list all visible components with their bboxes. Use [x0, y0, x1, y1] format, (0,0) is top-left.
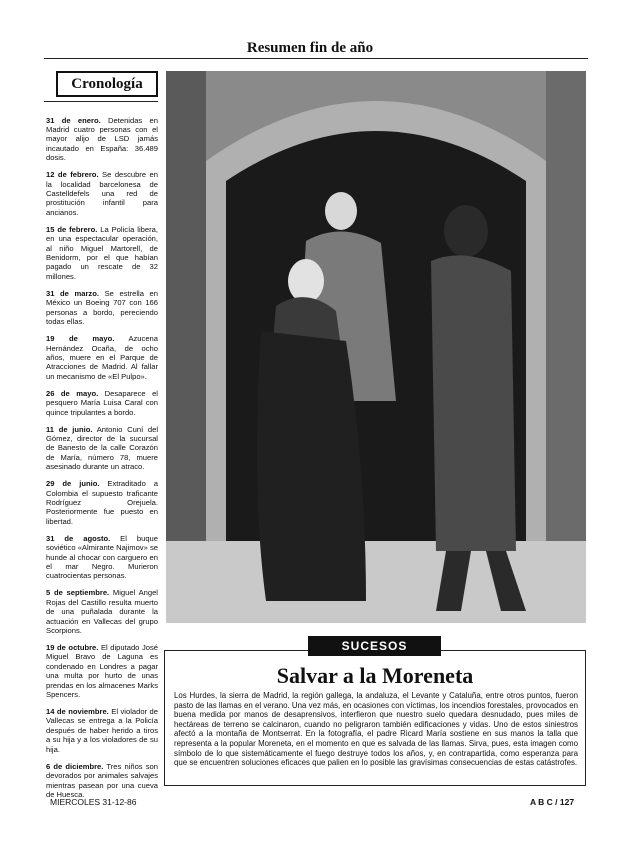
timeline-entry [46, 588, 158, 635]
section-label-sucesos: SUCESOS [308, 636, 441, 656]
cronologia-rule [44, 101, 158, 102]
timeline-entry [46, 643, 158, 699]
entry-date: 15 de febrero. [46, 224, 98, 234]
entry-text: Desaparece el pesquero María Luisa Caral con quince tripulantes a bordo. [46, 388, 158, 417]
entry-date: 12 de febrero. [46, 170, 99, 180]
timeline-column [46, 108, 158, 802]
entry-text: El violador de Vallecas se entrega a la Policía después de haber herido a tiros a su hija y a los violadores de su hija. [46, 707, 158, 754]
entry-text: Se descubre en la localidad barcelonesa de Castelldefels una red de prostitución infantil para ancianos. [46, 170, 158, 217]
entry-text: La Policía libera, en una espectacular operación, al niño Miguel Martorell, de Benidorm, por el que habían pagado un rescate de 32 millones. [46, 224, 158, 281]
timeline-entry [46, 479, 158, 526]
timeline-entry [46, 762, 158, 800]
timeline-entry [46, 289, 158, 327]
cronologia-heading: Cronología [56, 71, 158, 97]
statue-head [288, 259, 324, 303]
entry-date: 31 de agosto. [46, 533, 111, 543]
timeline-entry [46, 534, 158, 581]
story-body: Los Hurdes, la sierra de Madrid, la región gallega, la andaluza, el Levante y Cataluña, entre otros puntos, fueron pasto de las llamas en el verano. Una vez más, en ocasiones con víctimas, los incendios forestales, provocados en buena medida por manos de desaprensivos, interfieron que nuestro suelo quedara desnudado, pues miles de hectáreas de terreno se calcinaron, cuando no peligraron también edificaciones y vidas. Uno de estos siniestros afectó a la montaña de Montserrat. En la fotografía, el padre Ricard María sostiene en sus manos la talla que representa a la popular Moreneta, en el momento en que es salvada de las llamas. Sirva, pues, esta imagen como símbolo de lo que sistemáticamente el fuego destruye todos los años, y, en contrapartida, como esperanza para que se encuentren soluciones eficaces que palien en lo posible las gravísimas consecuencias de estas catástrofes. [174, 691, 578, 768]
date-line: MIERCOLES 31-12-86 [50, 797, 137, 807]
entry-date: 26 de mayo. [46, 388, 99, 398]
story-headline: Salvar a la Moreneta [276, 663, 474, 688]
entry-text: Tres niños son devorados por animales salvajes mientras pasean por una cueva de Huesca. [46, 761, 158, 799]
entry-date: 14 de noviembre. [46, 707, 109, 717]
section-title: Resumen fin de año [246, 40, 374, 56]
timeline-entry [46, 334, 158, 381]
entry-text: Detenidas en Madrid cuatro personas con el mayor alijo de LSD jamás incautado en España: 36.489 dosis. [46, 115, 158, 163]
helper-head [444, 205, 488, 257]
photo-illustration [166, 71, 586, 623]
helper-body [431, 255, 516, 551]
entry-text: El buque soviético «Almirante Najimov» se hunde al chocar con carguero en el mar Negro. Murieron cuatrocientas personas. [46, 533, 158, 581]
timeline-entry [46, 425, 158, 472]
entry-date: 6 de diciembre. [46, 761, 104, 771]
stone-pillar-right [546, 71, 586, 623]
entry-date: 19 de octubre. [46, 643, 99, 653]
entry-text: Miguel Angel Rojas del Castillo resulta muerto de una puñalada durante la actuación en Vallecas del grupo Scorpions. [46, 588, 158, 636]
man-head [325, 192, 357, 230]
stone-pillar-left [166, 71, 206, 623]
timeline-entry [46, 170, 158, 217]
entry-date: 31 de enero. [46, 115, 101, 125]
timeline-entry [46, 707, 158, 754]
entry-date: 19 de mayo. [46, 334, 115, 344]
entry-text: Antonio Cuní del Gómez, director de la sucursal de Banesto de la calle Corazón de María, número 78, muere asesinado durante un atraco. [46, 424, 159, 472]
header-rule [44, 58, 588, 59]
timeline-entry [46, 116, 158, 163]
entry-date: 29 de junio. [46, 479, 100, 489]
entry-date: 31 de marzo. [46, 288, 99, 298]
news-photo [166, 71, 586, 623]
page-number: A B C / 127 [530, 797, 575, 807]
entry-text: Azucena Hernández Ocaña, de ocho años, muere en el Parque de Atracciones de Madrid. Al fallar un mecanismo de «El Pulpo». [46, 334, 158, 381]
entry-text: Extraditado a Colombia el supuesto traficante Rodríguez Orejuela. Posteriormente fue puesto en libertad. [46, 479, 158, 526]
entry-text: Se estrella en México un Boeing 707 con 166 personas a bordo, pereciendo todas ellas. [46, 288, 158, 327]
entry-text: El diputado José Miguel Bravo de Laguna es condenado en Londres a pagar una multa por hurto de unas prendas en los almacenes Marks Spencers. [46, 643, 158, 700]
monk-robe [257, 331, 366, 601]
timeline-entry [46, 389, 158, 417]
entry-date: 11 de junio. [46, 424, 93, 434]
entry-date: 5 de septiembre. [46, 588, 110, 598]
timeline-entry [46, 225, 158, 281]
